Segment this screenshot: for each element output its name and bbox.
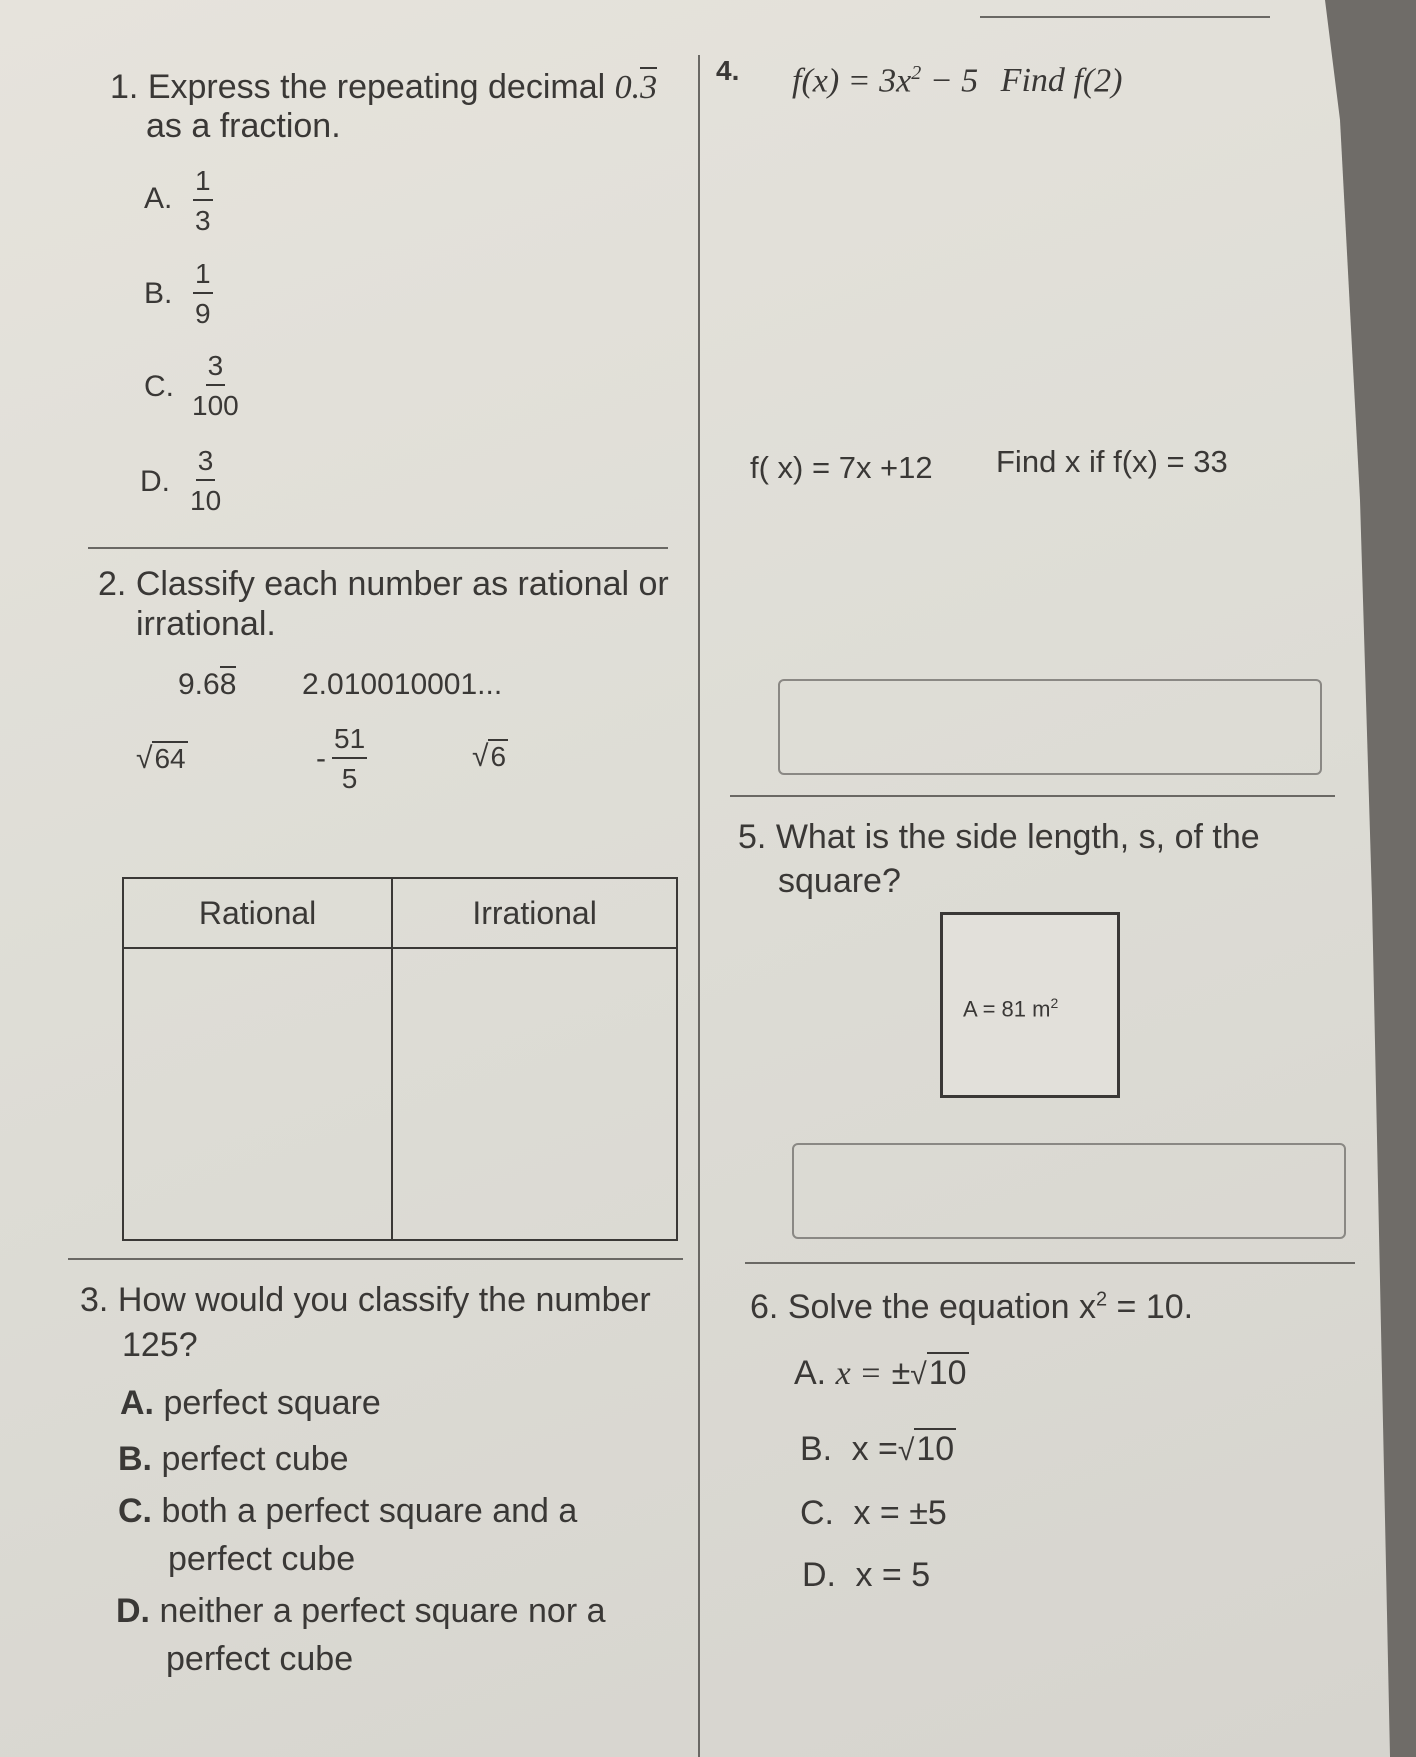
q6-option-d-text: x = 5 bbox=[855, 1556, 931, 1594]
q2-item-fraction bbox=[332, 725, 367, 793]
area-text: A = 81 m bbox=[963, 996, 1051, 1022]
area-exponent: 2 bbox=[1050, 995, 1059, 1011]
radical-icon: √ bbox=[472, 740, 489, 773]
radicand: 10 bbox=[916, 1430, 955, 1468]
radical-icon: √ bbox=[136, 742, 153, 775]
radical-icon: √ bbox=[897, 1434, 915, 1467]
q3-option-a-text: perfect square bbox=[163, 1384, 381, 1422]
q1-decimal-lead: 0. bbox=[614, 69, 641, 106]
q6-option-b-lhs: x = bbox=[851, 1430, 898, 1468]
q5-prompt-text: What is the side length, s, of the bbox=[775, 818, 1260, 856]
table-header-row bbox=[123, 878, 677, 948]
q6-option-c[interactable] bbox=[800, 1494, 947, 1533]
column-divider bbox=[698, 55, 700, 1757]
q4-find: Find bbox=[1000, 62, 1065, 100]
numerator: 3 bbox=[206, 352, 226, 386]
irrational-header: Irrational bbox=[392, 878, 677, 948]
q3-option-b-text: perfect cube bbox=[161, 1440, 349, 1478]
irrational-answer-cell[interactable] bbox=[392, 948, 677, 1240]
q3-number: 3. bbox=[80, 1281, 109, 1319]
q2-divider bbox=[68, 1258, 683, 1260]
q3-option-d-text: neither a perfect square nor a bbox=[159, 1592, 606, 1630]
q1-option-c-fraction bbox=[192, 352, 239, 420]
q4-function-2: f( x) = 7x +12 bbox=[750, 450, 933, 485]
q6-prompt-text: Solve the equation bbox=[787, 1288, 1070, 1326]
denominator: 9 bbox=[195, 298, 211, 329]
radicand: 64 bbox=[154, 743, 186, 774]
q1-divider bbox=[88, 547, 668, 549]
denominator: 10 bbox=[190, 485, 222, 516]
top-edge-mark bbox=[980, 16, 1270, 18]
denominator: 5 bbox=[341, 763, 358, 794]
q1-option-b-letter[interactable]: B. bbox=[144, 277, 173, 310]
q3-option-b-letter: B. bbox=[118, 1440, 152, 1478]
q1-option-b-fraction bbox=[193, 260, 213, 328]
q2-item-nonrepeating: 2.010010001... bbox=[302, 668, 503, 701]
q1-repeating-decimal bbox=[615, 67, 658, 106]
q6-option-a-letter: A. bbox=[794, 1354, 827, 1392]
q5-answer-box[interactable] bbox=[792, 1143, 1346, 1239]
radicand: 10 bbox=[928, 1354, 967, 1392]
denominator: 3 bbox=[195, 205, 211, 236]
q1-option-a-letter[interactable]: A. bbox=[144, 182, 173, 215]
numerator: 1 bbox=[193, 260, 213, 294]
q5-prompt-line2: square? bbox=[778, 862, 901, 900]
rational-header: Rational bbox=[123, 878, 392, 948]
q4-number: 4. bbox=[716, 55, 740, 86]
q2-prompt-line2: irrational. bbox=[136, 605, 276, 643]
q5-number: 5. bbox=[738, 818, 767, 856]
q1-option-d-fraction bbox=[190, 447, 221, 515]
q6-option-d[interactable] bbox=[802, 1556, 930, 1595]
q4-function bbox=[792, 62, 1122, 100]
q6-option-b[interactable] bbox=[800, 1430, 956, 1469]
q6-option-a[interactable] bbox=[794, 1354, 969, 1393]
q2-item-a-lead: 9.6 bbox=[178, 668, 220, 701]
q6-option-c-letter: C. bbox=[800, 1494, 834, 1532]
q5-prompt-line1 bbox=[738, 818, 1260, 857]
q1-option-c-letter[interactable]: C. bbox=[144, 370, 174, 403]
q4-func-exponent: 2 bbox=[911, 62, 922, 84]
q3-option-c-text: both a perfect square and a bbox=[161, 1492, 578, 1530]
square-figure bbox=[940, 912, 1120, 1098]
q6-option-d-letter: D. bbox=[802, 1556, 836, 1594]
q6-option-b-letter: B. bbox=[800, 1430, 833, 1468]
q2-number: 2. bbox=[98, 565, 127, 603]
q3-prompt-line1 bbox=[80, 1281, 651, 1320]
q3-option-a[interactable] bbox=[120, 1384, 381, 1423]
q2-prompt-line1 bbox=[98, 565, 669, 604]
q6-option-c-text: x = ±5 bbox=[853, 1494, 947, 1532]
table-row bbox=[123, 948, 677, 1240]
q3-prompt-line2: 125? bbox=[122, 1326, 198, 1364]
q1-prompt bbox=[110, 68, 657, 107]
q6-equation-rest: = 10. bbox=[1116, 1288, 1194, 1326]
q4-answer-box[interactable] bbox=[778, 679, 1322, 775]
q3-option-b[interactable] bbox=[118, 1440, 349, 1479]
numerator: 3 bbox=[196, 447, 216, 481]
q6-option-a-lhs: x = bbox=[835, 1355, 883, 1392]
q1-number: 1. bbox=[110, 68, 139, 106]
q2-prompt-text: Classify each number as rational or bbox=[135, 565, 669, 603]
q3-option-d[interactable] bbox=[116, 1592, 606, 1631]
q3-option-c[interactable] bbox=[118, 1492, 577, 1531]
q4-find-2: Find x if f(x) = 33 bbox=[996, 444, 1228, 479]
q1-decimal-rep: 3 bbox=[640, 69, 658, 106]
q3-option-d-letter: D. bbox=[116, 1592, 150, 1630]
denominator: 100 bbox=[192, 390, 239, 421]
classification-table bbox=[122, 877, 678, 1241]
q6-prompt bbox=[750, 1288, 1193, 1327]
q3-option-c-letter: C. bbox=[118, 1492, 152, 1530]
q4-divider bbox=[730, 795, 1335, 797]
q6-option-a-pm: ± bbox=[891, 1354, 911, 1392]
numerator: 51 bbox=[332, 725, 367, 759]
q2-item-a-rep: 8 bbox=[219, 668, 237, 701]
q4-func-lhs: f(x) = 3x bbox=[792, 62, 912, 100]
q3-option-d-line2: perfect cube bbox=[166, 1640, 354, 1678]
square-area-label bbox=[963, 995, 1058, 1022]
q2-item-repeating bbox=[178, 668, 236, 702]
radical-icon: √ bbox=[910, 1358, 927, 1391]
numerator: 1 bbox=[193, 167, 213, 201]
q6-number: 6. bbox=[750, 1288, 779, 1326]
q6-equation-base: x bbox=[1078, 1288, 1096, 1326]
q3-option-c-line2: perfect cube bbox=[168, 1540, 356, 1578]
q4-find-target: f(2) bbox=[1073, 62, 1123, 100]
q2-item-sqrt6 bbox=[472, 740, 508, 774]
q1-prompt-text: Express the repeating decimal bbox=[147, 68, 606, 106]
q4-func-rhs: − 5 bbox=[929, 62, 979, 100]
q3-option-a-letter: A. bbox=[120, 1384, 154, 1422]
rational-answer-cell[interactable] bbox=[123, 948, 392, 1240]
q2-item-sign: - bbox=[316, 742, 326, 775]
radicand: 6 bbox=[490, 741, 507, 772]
q1-option-d-letter[interactable]: D. bbox=[140, 465, 170, 498]
q1-option-a-fraction bbox=[193, 167, 213, 235]
q5-divider bbox=[745, 1262, 1355, 1264]
q3-prompt-text: How would you classify the number bbox=[117, 1281, 651, 1319]
q6-equation-exponent: 2 bbox=[1095, 1288, 1108, 1311]
q1-prompt-end: as a fraction. bbox=[146, 107, 341, 145]
q2-item-sqrt64 bbox=[136, 742, 188, 776]
